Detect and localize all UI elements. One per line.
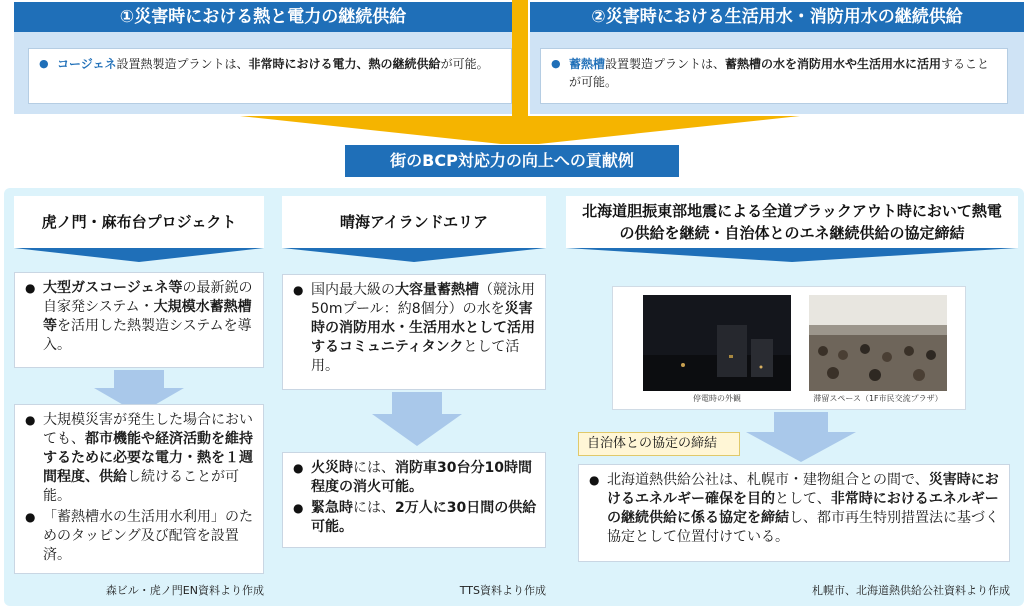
top-left-header: ①災害時における熱と電力の継続供給	[14, 2, 512, 32]
text: 設置熱製造プラントは、	[116, 57, 249, 71]
text: し、都市再生特別措置法に基づく協定として位置付けている。	[607, 510, 999, 545]
emphasis: 蓄熱槽の水を消防用水や生活用水に活用	[725, 57, 942, 71]
center-title: 街のBCP対応力の向上への貢献例	[344, 144, 680, 178]
emphasis: 大型ガスコージェネ等	[43, 280, 183, 296]
col3-box	[578, 464, 1010, 562]
emphasis: 緊急時	[311, 500, 353, 516]
text: を活用した熱製造システムを導入。	[43, 318, 252, 353]
col3-header-pointer	[566, 248, 1018, 262]
text: として活用。	[311, 339, 520, 374]
emphasis: 大規模水蓄熱槽等	[43, 299, 252, 334]
list-item	[311, 499, 537, 537]
cogeneration-term: コージェネ	[57, 57, 117, 71]
top-right-header: ②災害時における生活用水・消防用水の継続供給	[530, 2, 1024, 32]
list-item	[43, 411, 255, 506]
col1-header-pointer	[14, 248, 264, 262]
emphasis: 災害時の消防用水・生活用水として活用するコミュニティタンク	[311, 301, 535, 355]
list-item	[311, 281, 537, 376]
text: が可能。	[440, 57, 489, 71]
emphasis: 消防車30台分10時間程度の消火可能。	[311, 460, 532, 495]
text: の最新鋭の自家発システム・	[43, 280, 253, 315]
text: （競泳用50mプール：約8個分）の水を	[311, 282, 535, 317]
emphasis: 2万人に30日間の供給可能。	[311, 500, 537, 535]
col2-down-arrow	[372, 392, 462, 446]
col2-box2	[282, 452, 546, 548]
emphasis: 非常時におけるエネルギーの継続供給に係る協定を締結	[607, 491, 999, 526]
agreement-tag: 自治体との協定の締結	[578, 432, 740, 456]
text: することが可能。	[569, 57, 990, 89]
emphasis: 非常時における電力、熱の継続供給	[248, 57, 441, 71]
col3-photo-frame	[612, 286, 966, 410]
gold-connector-arrow	[230, 0, 810, 160]
col3-header-text: 北海道胆振東部地震による全道ブラックアウト時において熱電の供給を継続・自治体とのエネ継続供給の協定締結	[582, 202, 1002, 242]
text: 北海道熱供給公社は、札幌市・建物組合との間で、	[607, 472, 929, 488]
col3-down-arrow	[746, 412, 856, 462]
col3-source: 札幌市、北海道熱供給公社資料より作成	[812, 584, 1010, 597]
photo2-caption: 滞留スペース（1F市民交流プラザ）	[813, 394, 943, 403]
col1-box2	[14, 404, 264, 574]
heat-storage-term: 蓄熱槽	[569, 57, 606, 71]
emphasis: 火災時	[311, 460, 353, 476]
col2-box1	[282, 274, 546, 390]
col2-source: TTS資料より作成	[459, 584, 546, 597]
col2-header: 晴海アイランドエリア	[282, 196, 546, 248]
list-item	[43, 279, 255, 355]
emphasis: 都市機能や経済活動を維持するために必要な電力・熱を１週間程度、供給	[43, 431, 253, 485]
emphasis: 大容量蓄熱槽	[395, 282, 479, 298]
photo-shelter-space	[809, 295, 947, 391]
col2-header-pointer	[282, 248, 546, 262]
list-item	[607, 471, 1001, 547]
text: として、	[775, 491, 831, 507]
text: には、	[353, 460, 395, 476]
text: 設置製造プラントは、	[605, 57, 726, 71]
text: 国内最大級の	[311, 282, 395, 298]
text: には、	[353, 500, 395, 516]
col3-header	[566, 196, 1018, 248]
col1-header: 虎ノ門・麻布台プロジェクト	[14, 196, 264, 248]
col1-box1	[14, 272, 264, 368]
text: 大規模災害が発生した場合においても、	[43, 412, 253, 447]
list-item: ● 「蓄熱槽水の生活用水利用」のためのタッピング及び配管を設置済。	[43, 508, 255, 565]
emphasis: 災害時におけるエネルギー確保を目的	[607, 472, 999, 507]
text: し続けることが可能。	[43, 469, 239, 504]
col1-source: 森ビル・虎ノ門EN資料より作成	[105, 584, 264, 597]
photo1-caption: 停電時の外観	[693, 394, 741, 403]
list-item	[311, 459, 537, 497]
photo-blackout-exterior	[643, 295, 791, 391]
